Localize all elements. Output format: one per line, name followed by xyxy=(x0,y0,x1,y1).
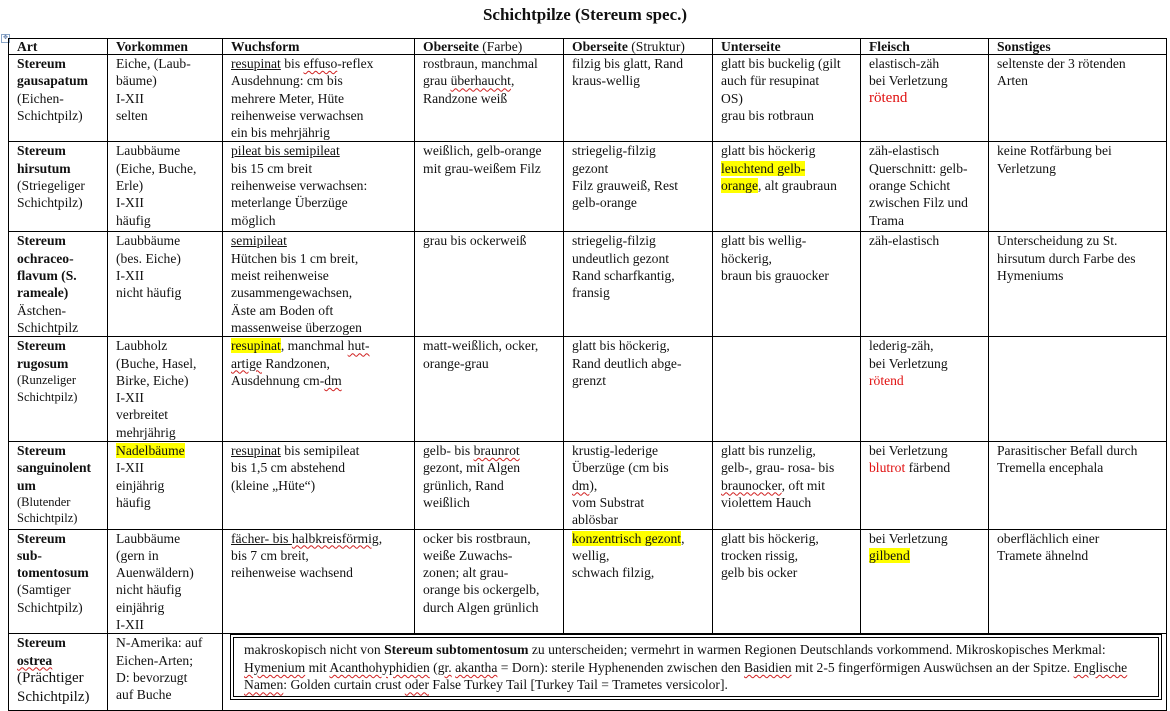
cell-art: Stereum ostrea (Prächtiger Schichtpilz) xyxy=(9,634,108,711)
table-row xyxy=(9,529,1167,634)
cell-fleisch: elastisch-zäh bei Verletzung rötend xyxy=(861,55,989,142)
table-row xyxy=(9,442,1167,529)
cell-unterseite: glatt bis höckerig, trocken rissig, gelb bis ocker xyxy=(713,529,861,634)
header-art: Art xyxy=(9,39,108,55)
table-row xyxy=(9,55,1167,142)
table-row xyxy=(9,337,1167,442)
cell-oberseite-struktur: striegelig-filzig undeutlich gezont Rand scharfkantig, fransig xyxy=(564,232,713,337)
header-vorkommen: Vorkommen xyxy=(108,39,223,55)
cell-wuchsform: resupinat bis semipileat bis 1,5 cm abstehend (kleine „Hüte“) xyxy=(223,442,415,529)
cell-unterseite xyxy=(713,337,861,442)
header-oberseite-farbe: Oberseite (Farbe) xyxy=(415,39,564,55)
cell-art: Stereum ochraceo- flavum (S. rameale) Ästchen- Schichtpilz xyxy=(9,232,108,337)
cell-oberseite-farbe: grau bis ockerweiß xyxy=(415,232,564,337)
header-row xyxy=(9,39,1167,55)
header-fleisch: Fleisch xyxy=(861,39,989,55)
cell-fleisch: bei Verletzung blutrot färbend xyxy=(861,442,989,529)
cell-art: Stereum gausapatum (Eichen- Schichtpilz) xyxy=(9,55,108,142)
header-sonstiges: Sonstiges xyxy=(989,39,1167,55)
cell-fleisch: lederig-zäh, bei Verletzung rötend xyxy=(861,337,989,442)
cell-wuchsform: pileat bis semipileat bis 15 cm breit reihenweise verwachsen: meterlange Überzüge möglich xyxy=(223,142,415,232)
cell-wuchsform: fächer- bis halbkreisförmig, bis 7 cm breit, reihenweise wachsend xyxy=(223,529,415,634)
cell-fleisch: bei Verletzung gilbend xyxy=(861,529,989,634)
cell-vorkommen: Eiche, (Laub- bäume) I-XII selten xyxy=(108,55,223,142)
cell-oberseite-struktur: konzentrisch gezont, wellig, schwach filzig, xyxy=(564,529,713,634)
table-row xyxy=(9,232,1167,337)
cell-wuchsform: semipileat Hütchen bis 1 cm breit, meist reihenweise zusammengewachsen, Äste am Boden oft massenweise überzogen xyxy=(223,232,415,337)
table-row-ostrea xyxy=(9,634,1167,711)
cell-oberseite-farbe: ocker bis rostbraun, weiße Zuwachs- zonen; alt grau- orange bis ockergelb, durch Algen grünlich xyxy=(415,529,564,634)
table-move-handle-icon[interactable]: ✥ xyxy=(2,35,9,41)
table-row xyxy=(9,142,1167,232)
cell-sonstiges: oberflächlich einer Tramete ähnelnd xyxy=(989,529,1167,634)
cell-art: Stereum rugosum (Runzeliger Schichtpilz) xyxy=(9,337,108,442)
cell-vorkommen: Nadelbäume I-XII einjährig häufig xyxy=(108,442,223,529)
cell-note xyxy=(223,634,1167,711)
cell-sonstiges: Unterscheidung zu St. hirsutum durch Farbe des Hymeniums xyxy=(989,232,1167,337)
cell-sonstiges: seltenste der 3 rötenden Arten xyxy=(989,55,1167,142)
cell-oberseite-struktur: filzig bis glatt, Rand kraus-wellig xyxy=(564,55,713,142)
cell-sonstiges: keine Rotfärbung bei Verletzung xyxy=(989,142,1167,232)
cell-unterseite: glatt bis wellig- höckerig, braun bis grauocker xyxy=(713,232,861,337)
page-title: Schichtpilze (Stereum spec.) xyxy=(482,5,688,24)
cell-art: Stereum sanguinolent um (Blutender Schichtpilz) xyxy=(9,442,108,529)
stereum-table xyxy=(8,38,1167,711)
cell-sonstiges xyxy=(989,337,1167,442)
cell-oberseite-struktur: krustig-lederige Überzüge (cm bis dm), vom Substrat ablösbar xyxy=(564,442,713,529)
cell-wuchsform: resupinat, manchmal hut- artige Randzonen, Ausdehnung cm-dm xyxy=(223,337,415,442)
cell-vorkommen: N-Amerika: auf Eichen-Arten; D: bevorzugt auf Buche xyxy=(108,634,223,711)
cell-vorkommen: Laubbäume (gern in Auenwäldern) nicht häufig einjährig I-XII xyxy=(108,529,223,634)
header-oberseite-struktur: Oberseite (Struktur) xyxy=(564,39,713,55)
header-wuchsform: Wuchsform xyxy=(223,39,415,55)
cell-wuchsform: resupinat bis effuso-reflex Ausdehnung: cm bis mehrere Meter, Hüte reihenweise verwachsen ein bis mehrjährig xyxy=(223,55,415,142)
cell-oberseite-farbe: matt-weißlich, ocker, orange-grau xyxy=(415,337,564,442)
cell-unterseite: glatt bis höckerig leuchtend gelb- orange, alt graubraun xyxy=(713,142,861,232)
cell-sonstiges: Parasitischer Befall durch Tremella encephala xyxy=(989,442,1167,529)
cell-fleisch: zäh-elastisch Querschnitt: gelb- orange Schicht zwischen Filz und Trama xyxy=(861,142,989,232)
cell-unterseite: glatt bis buckelig (gilt auch für resupinat OS) grau bis rotbraun xyxy=(713,55,861,142)
cell-oberseite-farbe: gelb- bis braunrot gezont, mit Algen grünlich, Rand weißlich xyxy=(415,442,564,529)
cell-oberseite-farbe: weißlich, gelb-orange mit grau-weißem Filz xyxy=(415,142,564,232)
cell-oberseite-struktur: glatt bis höckerig, Rand deutlich abge- grenzt xyxy=(564,337,713,442)
cell-art: Stereum sub- tomentosum (Samtiger Schichtpilz) xyxy=(9,529,108,634)
cell-vorkommen: Laubbäume (bes. Eiche) I-XII nicht häufig xyxy=(108,232,223,337)
cell-oberseite-struktur: striegelig-filzig gezont Filz grauweiß, Rest gelb-orange xyxy=(564,142,713,232)
cell-vorkommen: Laubholz (Buche, Hasel, Birke, Eiche) I-XII verbreitet mehrjährig xyxy=(108,337,223,442)
header-unterseite: Unterseite xyxy=(713,39,861,55)
cell-unterseite: glatt bis runzelig, gelb-, grau- rosa- bis braunocker, oft mit violettem Hauch xyxy=(713,442,861,529)
cell-vorkommen: Laubbäume (Eiche, Buche, Erle) I-XII häufig xyxy=(108,142,223,232)
cell-oberseite-farbe: rostbraun, manchmal grau überhaucht, Randzone weiß xyxy=(415,55,564,142)
cell-art: Stereum hirsutum (Striegeliger Schichtpilz) xyxy=(9,142,108,232)
cell-fleisch: zäh-elastisch xyxy=(861,232,989,337)
note-text-box: makroskopisch nicht von Stereum subtomentosum zu unterscheiden; vermehrt in warmen Regionen Deutschlands vorkommend. Mikroskopisches Merkmal: Hymenium mit Acanthohyphidien (gr. akantha = Dorn): sterile Hyphenenden zwischen den Basidien mit 2-5 fingerförmigen Auswüchsen an der Spitze. Englische Namen: Golden curtain crust oder False Turkey Tail [Turkey Tail = Trametes versicolor]. xyxy=(233,637,1159,697)
